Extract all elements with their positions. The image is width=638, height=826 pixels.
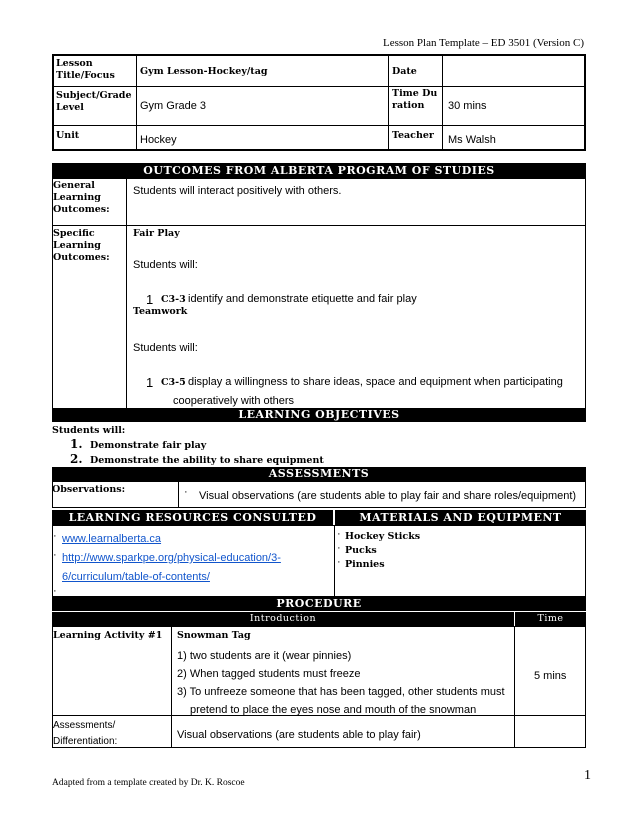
specific-outcomes-label: Specific Learning Outcomes: bbox=[53, 228, 110, 263]
resources-divider bbox=[334, 525, 335, 597]
subject-grade-label: Subject/Grade Level bbox=[56, 90, 132, 113]
outcomes-heading: OUTCOMES FROM ALBERTA PROGRAM OF STUDIES bbox=[52, 163, 586, 178]
materials-heading: MATERIALS AND EQUIPMENT bbox=[335, 510, 586, 525]
observations-label: Observations: bbox=[52, 484, 126, 495]
outcome-item-number: 1 bbox=[146, 292, 154, 307]
material-item: Pucks bbox=[345, 545, 377, 556]
observations-divider bbox=[178, 481, 179, 508]
bullet-icon: · bbox=[53, 549, 57, 561]
assessment-label: Assessments/ bbox=[53, 720, 116, 731]
bullet-icon: · bbox=[53, 585, 57, 597]
page-number: 1 bbox=[584, 768, 591, 783]
table-divider bbox=[388, 56, 389, 149]
bullet-icon: · bbox=[337, 556, 341, 568]
table-divider bbox=[54, 86, 584, 87]
outcome-code: C3-3 bbox=[161, 294, 186, 305]
outcome-item-number: 1 bbox=[146, 375, 154, 390]
activity-label: Learning Activity #1 bbox=[53, 630, 163, 641]
outcome-item-text-cont: cooperatively with others bbox=[173, 395, 295, 407]
differentiation-label: Differentiation: bbox=[53, 736, 118, 747]
procedure-heading: PROCEDURE bbox=[52, 597, 586, 611]
activity-title: Snowman Tag bbox=[177, 630, 251, 641]
teacher-label: Teacher bbox=[392, 130, 434, 141]
teacher-value[interactable]: Ms Walsh bbox=[448, 134, 496, 146]
observations-text: Visual observations (are students able to play fair and share roles/equipment) bbox=[199, 490, 577, 502]
general-outcomes-text: Students will interact positively with others. bbox=[133, 185, 342, 197]
assessment-text: Visual observations (are students able to play fair) bbox=[177, 729, 421, 741]
objective-item: Demonstrate the ability to share equipment bbox=[90, 455, 324, 466]
resource-link[interactable]: www.learnalberta.ca bbox=[62, 533, 162, 545]
objective-number: 1. bbox=[70, 437, 83, 451]
assessments-heading: ASSESSMENTS bbox=[52, 467, 586, 481]
table-divider bbox=[136, 56, 137, 149]
time-duration-value[interactable]: 30 mins bbox=[448, 100, 487, 112]
outcome-item-text: identify and demonstrate etiquette and fair play bbox=[188, 293, 417, 305]
activity-step: 3) To unfreeze someone that has been tagged, other students must bbox=[177, 686, 505, 698]
footer-credit: Adapted from a template created by Dr. K. Roscoe bbox=[52, 778, 245, 788]
resource-link[interactable]: http://www.sparkpe.org/physical-education/3- bbox=[62, 552, 281, 564]
bullet-icon: · bbox=[337, 542, 341, 554]
date-label: Date bbox=[392, 66, 417, 77]
bullet-icon: · bbox=[184, 486, 188, 498]
objective-item: Demonstrate fair play bbox=[90, 440, 207, 451]
introduction-label: Introduction bbox=[52, 612, 514, 626]
lesson-title-value[interactable]: Gym Lesson-Hockey/tag bbox=[140, 66, 268, 77]
lesson-info-table bbox=[52, 54, 586, 151]
activity-step-cont: pretend to place the eyes nose and mouth of the snowman bbox=[190, 704, 477, 716]
bullet-icon: · bbox=[53, 530, 57, 542]
teamwork-heading: Teamwork bbox=[133, 306, 188, 317]
outcome-code: C3-5 bbox=[161, 377, 186, 388]
students-will-text: Students will: bbox=[133, 342, 198, 354]
table-divider bbox=[442, 56, 443, 149]
time-column-label: Time bbox=[515, 612, 586, 626]
time-duration-label: Time Duration bbox=[392, 88, 438, 111]
unit-value[interactable]: Hockey bbox=[140, 134, 177, 146]
lesson-title-label: Lesson Title/Focus bbox=[56, 58, 115, 81]
objective-number: 2. bbox=[70, 452, 83, 466]
bullet-icon: · bbox=[337, 528, 341, 540]
students-will-text: Students will: bbox=[133, 259, 198, 271]
document-header: Lesson Plan Template – ED 3501 (Version C) bbox=[383, 37, 584, 49]
general-outcomes-label: General Learning Outcomes: bbox=[53, 180, 110, 215]
activity-time: 5 mins bbox=[534, 670, 567, 682]
unit-label: Unit bbox=[56, 130, 80, 141]
objectives-intro: Students will: bbox=[52, 425, 126, 436]
material-item: Hockey Sticks bbox=[345, 531, 421, 542]
subject-grade-value[interactable]: Gym Grade 3 bbox=[140, 100, 207, 112]
resources-heading: LEARNING RESOURCES CONSULTED bbox=[52, 510, 333, 525]
table-divider bbox=[54, 125, 584, 126]
fair-play-heading: Fair Play bbox=[133, 228, 180, 239]
activity-step: 2) When tagged students must freeze bbox=[177, 668, 361, 680]
outcome-item-text: display a willingness to share ideas, space and equipment when participating bbox=[188, 376, 563, 388]
objectives-heading: LEARNING OBJECTIVES bbox=[52, 408, 586, 422]
material-item: Pinnies bbox=[345, 559, 385, 570]
resource-link-cont[interactable]: 6/curriculum/table-of-contents/ bbox=[62, 571, 210, 583]
activity-step: 1) two students are it (wear pinnies) bbox=[177, 650, 352, 662]
